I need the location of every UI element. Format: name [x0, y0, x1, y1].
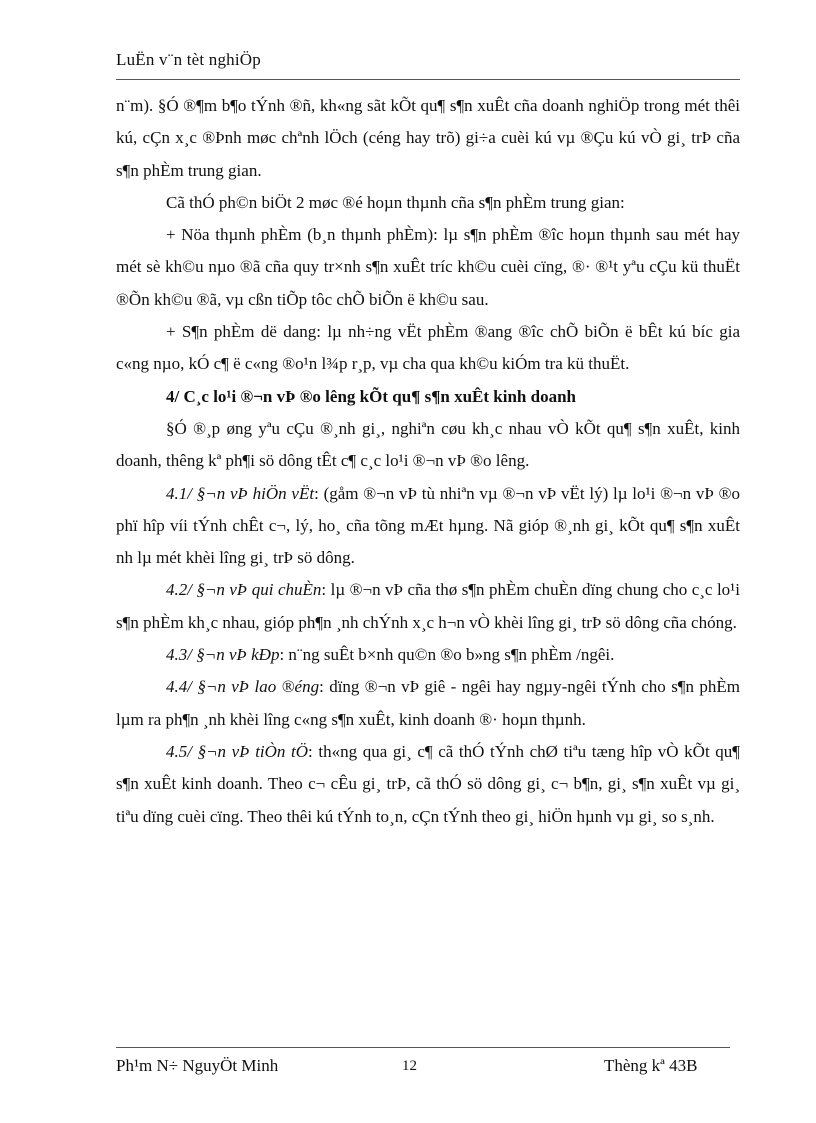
unit-physical-text: : (gåm ®¬n vÞ tù nhiªn vµ ®¬n vÞ vËt lý) lµ lo¹i ®¬n vÞ ®o phï hîp víi tÝnh chÊt c¬, lý, ho¸ cña tõng mÆt hµng. Nã gióp ®¸nh gi¸ kÕt qu¶ s¶n xuÊt nh lµ mét khèi lîng gi¸ trÞ sö dông. — [116, 483, 740, 568]
paragraph-stages-intro: Cã thÓ ph©n biÖt 2 møc ®é hoµn thµnh cña s¶n phÈm trung gian: — [166, 192, 625, 212]
page-number: 12 — [402, 1058, 417, 1074]
paragraph-semi-finished: + Nöa thµnh phÈm (b¸n thµnh phÈm): lµ s¶n phÈm ®îc hoµn thµnh sau mét hay mét sè kh©u nµo ®ã cña quy tr×nh s¶n xuÊt tríc kh©u cuèi cïng, ®· ®¹t yªu cÇu kü thuËt ®Õn kh©u ®ã, vµ cßn tiÕp tôc chÕ biÕn ë kh©u sau. — [116, 225, 740, 309]
header-divider — [116, 79, 740, 80]
unit-labor-text: : dïng ®¬n vÞ giê - ngêi hay ngµy-ngêi tÝnh cho s¶n phÈm lµm ra ph¶n ¸nh khèi lîng c«ng s¶n xuÊt, kinh doanh ®· hoµn thµnh. — [116, 677, 740, 729]
document-body — [116, 90, 740, 833]
unit-monetary-label: 4.5/ §¬n vÞ tiÒn tÖ — [166, 741, 309, 761]
paragraph-unit-physical — [116, 478, 740, 575]
unit-monetary-text: : th«ng qua gi¸ c¶ cã thÓ tÝnh chØ tiªu tæng hîp vÒ kÕt qu¶ s¶n xuÊt kinh doanh. Theo c¬ cÊu gi¸ trÞ, cã thÓ sö dông gi¸ c¬ b¶n, gi¸ s¶n xuÊt vµ gi¸ tiªu dïng cuèi cïng. Theo thêi kú tÝnh to¸n, cÇn tÝnh theo gi¸ hiÖn hµnh vµ gi¸ so s¸nh. — [116, 741, 740, 826]
paragraph-unit-compound — [116, 639, 740, 671]
footer-class-label: Thèng kª 43B — [604, 1056, 698, 1075]
unit-physical-label: 4.1/ §¬n vÞ hiÖn vËt — [166, 483, 315, 503]
section-heading: 4/ C¸c lo¹i ®¬n vÞ ®o lêng kÕt qu¶ s¶n xuÊt kinh doanh — [166, 386, 576, 406]
footer-divider — [116, 1047, 730, 1048]
paragraph-units-intro: §Ó ®¸p øng yªu cÇu ®¸nh gi¸, nghiªn cøu kh¸c nhau vÒ kÕt qu¶ s¶n xuÊt, kinh doanh, thêng kª ph¶i sö dông tÊt c¶ c¸c lo¹i ®¬n vÞ ®o lêng. — [116, 418, 740, 471]
unit-compound-label: 4.3/ §¬n vÞ kÐp — [166, 645, 280, 665]
paragraph-unit-monetary — [116, 736, 740, 833]
header-title: LuËn v¨n tèt nghiÖp — [116, 50, 261, 69]
paragraph-unit-labor — [116, 671, 740, 736]
unit-labor-label: 4.4/ §¬n vÞ lao ®éng — [166, 677, 320, 697]
footer-author: Ph¹m N÷ NguyÖt Minh — [116, 1056, 279, 1075]
paragraph-work-in-progress: + S¶n phÈm dë dang: lµ nh÷ng vËt phÈm ®ang ®îc chÕ biÕn ë bÊt kú bíc gia c«ng nµo, kÓ c¶ ë c«ng ®o¹n l¾p r¸p, vµ cha qua kh©u kiÓm tra kü thuËt. — [116, 322, 740, 374]
unit-standard-text: : lµ ®¬n vÞ cña thø s¶n phÈm chuÈn dïng chung cho c¸c lo¹i s¶n phÈm kh¸c nhau, gióp ph¶n ¸nh chÝnh x¸c h¬n vÒ khèi lîng gi¸ trÞ sö dông cña chóng. — [116, 580, 740, 632]
unit-compound-text: : n¨ng suÊt b×nh qu©n ®o b»ng s¶n phÈm /ngêi. — [279, 645, 615, 665]
paragraph-unit-standard — [116, 574, 740, 639]
paragraph-continuation: n¨m). §Ó ®¶m b¶o tÝnh ®ñ, kh«ng sãt kÕt qu¶ s¶n xuÊt cña doanh nghiÖp trong mét thêi kú, cÇn x¸c ®Þnh møc chªnh lÖch (céng hay trõ) gi÷a cuèi kú vµ ®Çu kú vÒ gi¸ trÞ cña s¶n phÈm trung gian. — [116, 96, 740, 180]
unit-standard-label: 4.2/ §¬n vÞ qui chuÈn — [166, 580, 322, 600]
